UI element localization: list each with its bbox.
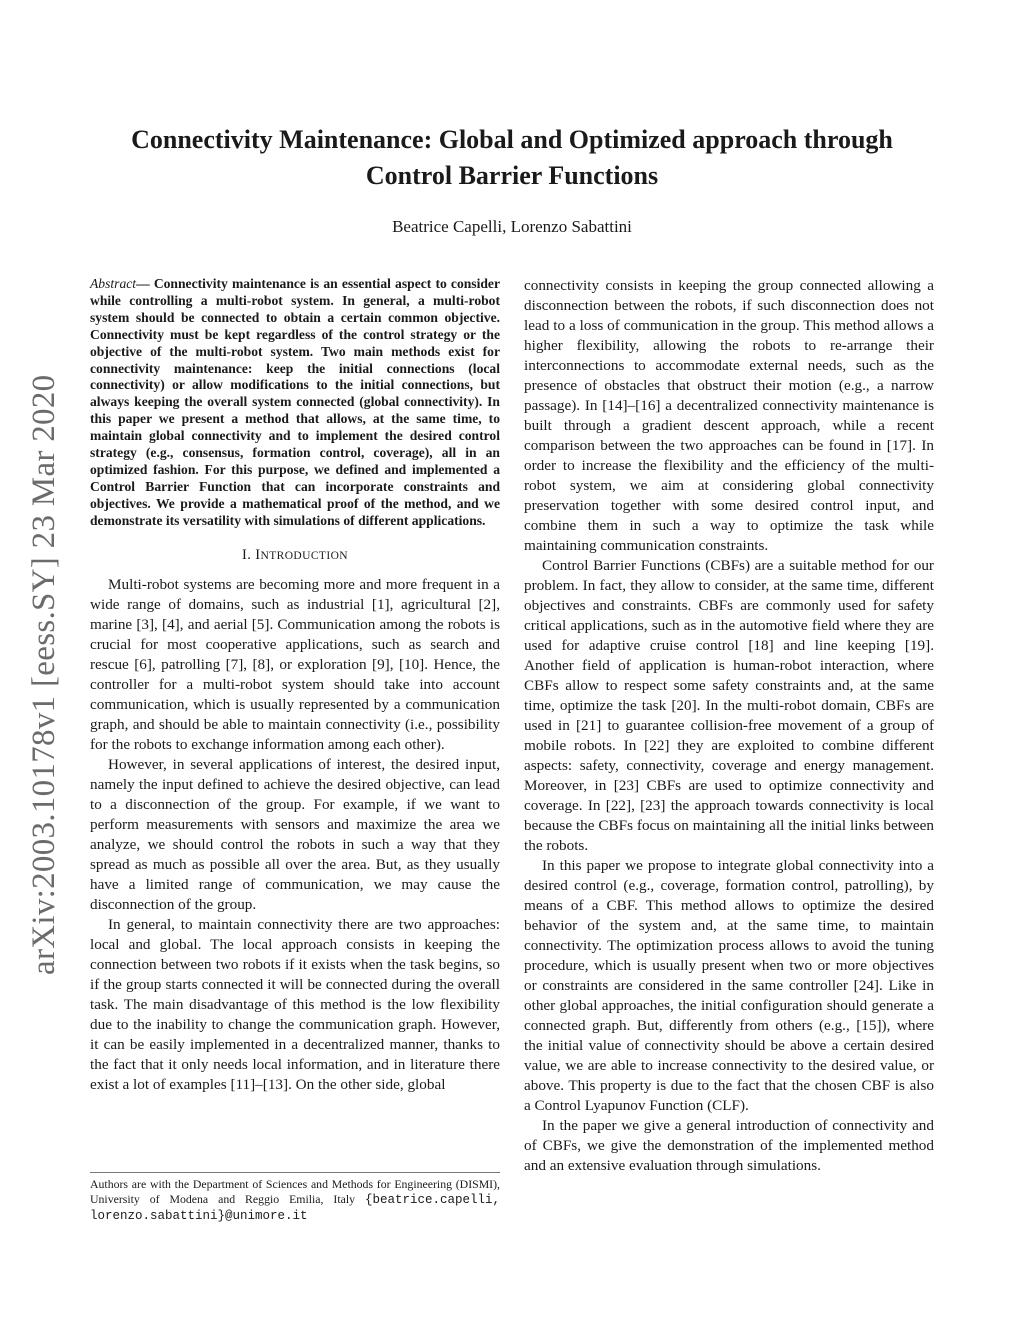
author-list: Beatrice Capelli, Lorenzo Sabattini xyxy=(392,217,632,236)
paper-title: Connectivity Maintenance: Global and Optimized approach through Control Barrier Functions xyxy=(131,125,893,190)
section-heading-introduction xyxy=(90,547,500,564)
section-title-rest: NTRODUCTION xyxy=(260,549,348,562)
paragraph: connectivity consists in keeping the group connected allowing a disconnection between the robots, if such disconnection does not lead to a loss of communication in the group. This method allows a higher flexibility, allowing the robots to re-arrange their interconnections to accommodate external needs, such as the presence of obstacles that obstruct their motion (e.g., a narrow passage). In [14]–[16] a decentralized connectivity maintenance is built through a gradient descent approach, while a recent comparison between the two approaches can be found in [17]. In order to increase the flexibility and the efficiency of the multi-robot system, we aim at considering global connectivity preservation together with some desired control input, and combine them in such a way to optimize the task while maintaining communication constraints. xyxy=(524,277,934,554)
arxiv-identifier: arXiv:2003.10178v1 [eess.SY] 23 Mar 2020 xyxy=(26,374,62,975)
footnote-text: Authors are with the Department of Sciences and Methods for Engineering (DISMI), University of Modena and Reggio Emilia, Italy xyxy=(90,1177,500,1206)
left-column xyxy=(90,276,500,1095)
footnote-emails: {beatrice.capelli, lorenzo.sabattini}@unimore.it xyxy=(90,1193,500,1223)
paragraph: In the paper we give a general introduction of connectivity and of CBFs, we give the demonstration of the implemented method and an extensive evaluation through simulations. xyxy=(524,1117,934,1174)
abstract-label: Abstract xyxy=(90,276,137,291)
author-footnote xyxy=(90,1172,500,1224)
section-title-initial: I xyxy=(255,546,261,563)
paragraph: In general, to maintain connectivity there are two approaches: local and global. The local approach consists in keeping the connection between two robots if it exists when the task begins, so if the group starts connected it will be connected during the overall task. The main disadvantage of this method is the low flexibility due to the inability to change the communication graph. However, it can be easily implemented in a decentralized manner, thanks to the fact that it only needs local information, and in literature there exist a lot of examples [11]–[13]. On the other side, global xyxy=(90,915,500,1093)
right-column xyxy=(524,276,934,1176)
abstract-text: — Connectivity maintenance is an essential aspect to consider while controlling a multi-robot system. In general, a multi-robot system should be connected to obtain a certain common objective. Connectivity must be kept regardless of the control strategy or the objective of the multi-robot system. Two main methods exist for connectivity maintenance: keep the initial connections (local connectivity) or allow modifications to the initial connections, but always keeping the overall system connected (global connectivity). In this paper we present a method that allows, at the same time, to maintain global connectivity and to implement the desired control strategy (e.g., consensus, formation control, coverage), all in an optimized fashion. For this purpose, we defined and implemented a Control Barrier Function that can incorporate constraints and objectives. We provide a mathematical proof of the method, and we demonstrate its versatility with simulations of different applications. xyxy=(90,276,500,528)
abstract xyxy=(90,276,500,530)
paragraph: In this paper we propose to integrate global connectivity into a desired control (e.g., coverage, formation control, patrolling), by means of a CBF. This method allows to optimize the desired behavior of the system and, at the same time, to maintain connectivity. The optimization process allows to avoid the tuning procedure, which is usually present when two or more objectives or constraints are considered in the same controller [24]. Like in other global approaches, the initial configuration should generate a connected graph. But, differently from others (e.g., [15]), where the initial value of connectivity should be above a certain desired value, we are able to increase connectivity to the desired value, or above. This property is due to the fact that the chosen CBF is also a Control Lyapunov Function (CLF). xyxy=(524,857,934,1114)
paragraph: However, in several applications of interest, the desired input, namely the input defined to achieve the desired objective, can lead to a disconnection of the group. For example, if we want to perform measurements with sensors and maximize the area we analyze, we should control the robots in such a way that they spread as much as possible all over the area. But, as they usually have a limited range of communication, we may cause the disconnection of the group. xyxy=(90,755,500,913)
paragraph: Multi-robot systems are becoming more and more frequent in a wide range of domains, such as industrial [1], agricultural [2], marine [3], [4], and aerial [5]. Communication among the robots is crucial for most cooperative applications, such as search and rescue [6], patrolling [7], [8], or exploration [9], [10]. Hence, the controller for a multi-robot system should take into account communication, which is usually represented by a communication graph, and should be able to maintain connectivity (i.e., possibility for the robots to exchange information among each other). xyxy=(90,575,500,753)
paragraph: Control Barrier Functions (CBFs) are a suitable method for our problem. In fact, they allow to consider, at the same time, different objectives and constraints. CBFs are commonly used for safety critical applications, such as in the automotive field where they are used for adaptive cruise control [18] and line keeping [19]. Another field of application is human-robot interaction, where CBFs allow to respect some safety constraints and, at the same time, optimize the task [20]. In the multi-robot domain, CBFs are used in [21] to guarantee collision-free movement of a group of mobile robots. In [22] they are exploited to combine different aspects: safety, connectivity, coverage and energy management. Moreover, in [23] CBFs are used to optimize connectivity and coverage. In [22], [23] the approach towards connectivity is local because the CBFs focus on maintaining all the initial links between the robots. xyxy=(524,557,934,854)
section-number: I. xyxy=(242,546,256,563)
